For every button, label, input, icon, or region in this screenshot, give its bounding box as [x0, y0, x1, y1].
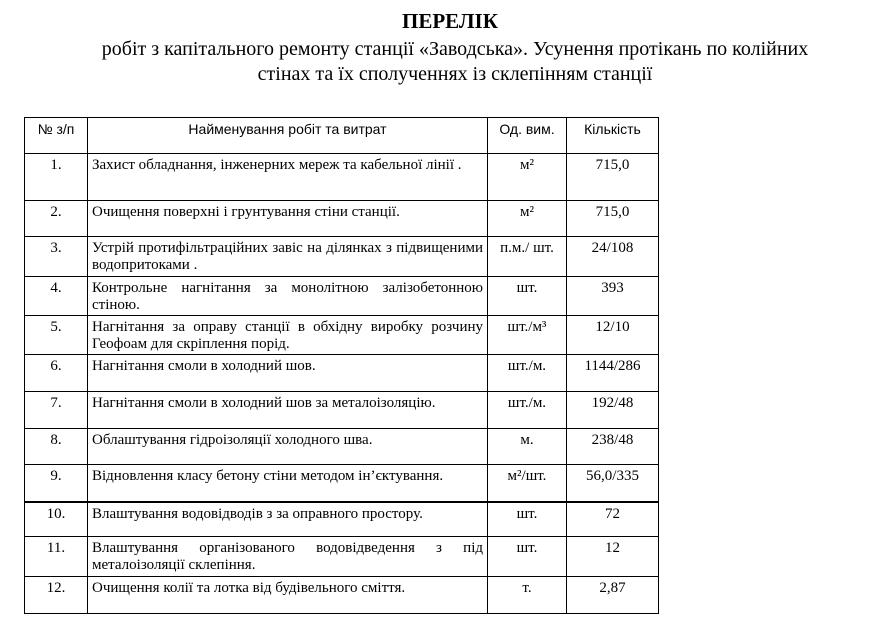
row-unit: м. [488, 429, 567, 465]
row-number: 11. [25, 537, 88, 577]
document-title: ПЕРЕЛІК [402, 9, 498, 33]
row-name: Влаштування організованого водовідведення з під металоізоляції склепіння. [88, 537, 488, 577]
row-name: Очищення поверхні і грунтування стіни станції. [88, 201, 488, 237]
row-number: 2. [25, 201, 88, 237]
row-unit: м² [488, 201, 567, 237]
row-unit: м² [488, 154, 567, 201]
row-number: 9. [25, 465, 88, 502]
row-number: 7. [25, 392, 88, 429]
row-unit: т. [488, 577, 567, 614]
row-quantity: 1144/286 [567, 355, 659, 392]
row-quantity: 715,0 [567, 154, 659, 201]
table-row [25, 537, 659, 577]
table-row [25, 577, 659, 614]
row-number: 6. [25, 355, 88, 392]
document-subtitle [30, 37, 880, 87]
row-quantity: 238/48 [567, 429, 659, 465]
row-number: 4. [25, 277, 88, 316]
works-table [24, 117, 659, 614]
row-quantity: 715,0 [567, 201, 659, 237]
row-number: 12. [25, 577, 88, 614]
table-row [25, 277, 659, 316]
header-name: Найменування робіт та витрат [88, 118, 488, 154]
table-header-row [25, 118, 659, 154]
table-row [25, 316, 659, 355]
row-name: Захист обладнання, інженерних мереж та кабельної лінії . [88, 154, 488, 201]
row-unit: п.м./ шт. [488, 237, 567, 277]
row-quantity: 393 [567, 277, 659, 316]
row-number: 5. [25, 316, 88, 355]
row-name: Нагнітання за оправу станції в обхідну виробку розчину Геофоам для скріплення порід. [88, 316, 488, 355]
row-name: Устрій протифільтраційних завіс на ділянках з підвищеними водопритоками . [88, 237, 488, 277]
table-row [25, 355, 659, 392]
header-number: № з/п [25, 118, 88, 154]
row-unit: шт./м. [488, 355, 567, 392]
row-name: Облаштування гідроізоляції холодного шва. [88, 429, 488, 465]
row-unit: шт. [488, 277, 567, 316]
row-quantity: 12/10 [567, 316, 659, 355]
row-number: 8. [25, 429, 88, 465]
row-name: Контрольне нагнітання за монолітною залізобетонною стіною. [88, 277, 488, 316]
row-quantity: 24/108 [567, 237, 659, 277]
row-quantity: 72 [567, 502, 659, 537]
table-row [25, 154, 659, 201]
row-unit: м²/шт. [488, 465, 567, 502]
row-quantity: 12 [567, 537, 659, 577]
table-row [25, 429, 659, 465]
row-unit: шт./м. [488, 392, 567, 429]
header-unit: Од. вим. [488, 118, 567, 154]
row-quantity: 2,87 [567, 577, 659, 614]
table-row [25, 237, 659, 277]
row-name: Очищення колії та лотка від будівельного сміття. [88, 577, 488, 614]
row-unit: шт./м³ [488, 316, 567, 355]
table-row [25, 201, 659, 237]
subtitle-line-1: робіт з капітального ремонту станції «Заводська». Усунення протікань по колійних [101, 38, 809, 60]
row-name: Нагнітання смоли в холодний шов. [88, 355, 488, 392]
table-row [25, 465, 659, 502]
table-row [25, 502, 659, 537]
header-quantity: Кількість [567, 118, 659, 154]
row-name: Відновлення класу бетону стіни методом ін’єктування. [88, 465, 488, 502]
row-name: Нагнітання смоли в холодний шов за металоізоляцію. [88, 392, 488, 429]
table-row [25, 392, 659, 429]
row-number: 1. [25, 154, 88, 201]
row-number: 3. [25, 237, 88, 277]
row-unit: шт. [488, 502, 567, 537]
row-quantity: 56,0/335 [567, 465, 659, 502]
row-quantity: 192/48 [567, 392, 659, 429]
row-name: Влаштування водовідводів з за оправного простору. [88, 502, 488, 537]
row-unit: шт. [488, 537, 567, 577]
subtitle-line-2: стінах та їх сполученнях із склепінням станції [257, 63, 653, 85]
row-number: 10. [25, 502, 88, 537]
